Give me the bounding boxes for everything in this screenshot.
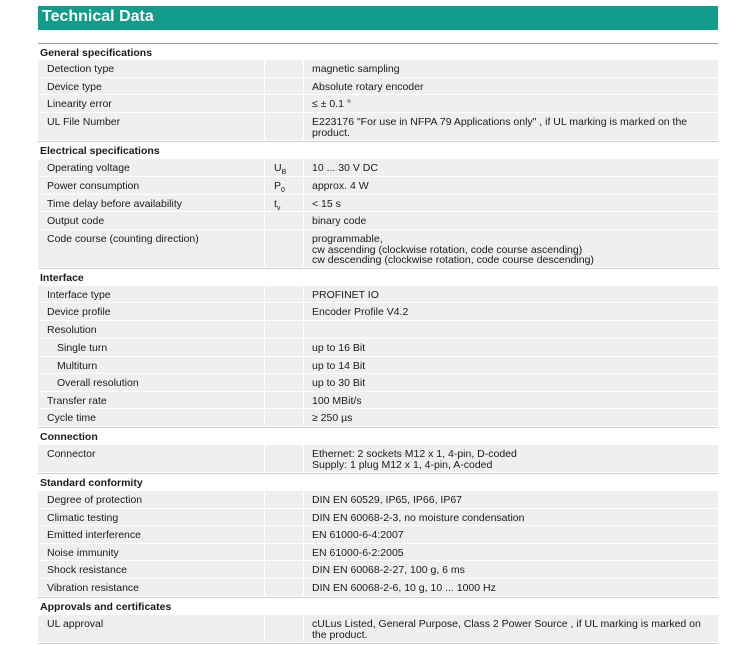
table-row xyxy=(38,357,718,374)
spec-symbol: $P_0$ xyxy=(274,180,285,195)
spec-label: Vibration resistance xyxy=(47,582,140,594)
spec-label: Connector xyxy=(47,448,96,460)
spec-label: Degree of protection xyxy=(47,494,143,506)
spec-label: Overall resolution xyxy=(57,377,139,389)
spec-value: EN 61000-6-4:2007 xyxy=(312,529,404,541)
spec-label: Cycle time xyxy=(47,412,97,424)
table-row xyxy=(38,579,718,597)
page-title: Technical Data xyxy=(42,8,154,25)
spec-label: Device profile xyxy=(47,306,111,318)
spec-value: approx. 4 W xyxy=(312,180,369,192)
spec-value: E223176 "For use in NFPA 79 Applications only" , if UL marking is marked on the product. xyxy=(312,116,688,139)
table-row xyxy=(38,561,718,579)
value-line: cw descending (clockwise rotation, code course descending) xyxy=(312,254,594,266)
spec-label: Time delay before availability xyxy=(47,198,183,210)
spec-label: Output code xyxy=(47,215,105,227)
spec-value: Encoder Profile V4.2 xyxy=(312,306,409,318)
spec-value: Absolute rotary encoder xyxy=(312,81,424,93)
table-row xyxy=(38,159,718,177)
spec-symbol: $U_B$ xyxy=(274,162,287,177)
table-row xyxy=(38,526,718,544)
spec-value xyxy=(312,234,706,266)
spec-value: cULus Listed, General Purpose, Class 2 Power Source , if UL marking is marked on the product. xyxy=(312,618,701,641)
section-heading xyxy=(38,427,718,445)
spec-value: up to 30 Bit xyxy=(312,377,366,389)
table-row xyxy=(38,95,718,113)
spec-label: Detection type xyxy=(47,63,115,75)
section-heading xyxy=(38,597,718,615)
spec-label: Emitted interference xyxy=(47,529,141,541)
value-line: Ethernet: 2 sockets M12 x 1, 4-pin, D-coded xyxy=(312,448,517,460)
spec-label: Multiturn xyxy=(57,360,98,372)
table-row xyxy=(38,177,718,195)
table-row xyxy=(38,615,718,643)
spec-label: Climatic testing xyxy=(47,512,119,524)
spec-value: ≤ ± 0.1 ° xyxy=(312,98,352,110)
table-row xyxy=(38,195,718,212)
table-row xyxy=(38,409,718,427)
spec-symbol: $t_v$ xyxy=(274,198,281,213)
spec-label: Transfer rate xyxy=(47,395,107,407)
section-title: Approvals and certificates xyxy=(40,601,172,613)
section-heading xyxy=(38,43,718,60)
spec-value: 100 MBit/s xyxy=(312,395,362,407)
table-row xyxy=(38,212,718,230)
section-title: General specifications xyxy=(40,47,153,59)
table-row xyxy=(38,445,718,473)
section-title: Interface xyxy=(40,272,84,284)
spec-label: Interface type xyxy=(47,289,111,301)
spec-label: Noise immunity xyxy=(47,547,119,559)
value-line: Supply: 1 plug M12 x 1, 4-pin, A-coded xyxy=(312,458,493,471)
table-row xyxy=(38,321,718,339)
table-row xyxy=(38,60,718,78)
spec-value: binary code xyxy=(312,215,367,227)
spec-value: DIN EN 60529, IP65, IP66, IP67 xyxy=(312,494,463,506)
table-bottom-border xyxy=(38,643,718,644)
section-title: Standard conformity xyxy=(40,477,143,489)
spec-label: UL approval xyxy=(47,618,104,630)
spec-value: < 15 s xyxy=(312,198,341,210)
spec-value: magnetic sampling xyxy=(312,63,400,75)
section-heading xyxy=(38,268,718,286)
spec-label: Single turn xyxy=(57,342,108,354)
spec-value: DIN EN 60068-2-27, 100 g, 6 ms xyxy=(312,564,465,576)
value-line: programmable, xyxy=(312,233,383,245)
spec-label: UL File Number xyxy=(47,116,121,128)
spec-label: Power consumption xyxy=(47,180,140,192)
section-heading xyxy=(38,141,718,159)
table-row xyxy=(38,374,718,392)
table-row xyxy=(38,113,718,141)
spec-value: EN 61000-6-2:2005 xyxy=(312,547,404,559)
table-row xyxy=(38,339,718,357)
section-header-bar xyxy=(38,6,718,30)
section-title: Connection xyxy=(40,431,98,443)
spec-label: Operating voltage xyxy=(47,162,130,174)
spec-label: Resolution xyxy=(47,324,97,336)
table-row xyxy=(38,509,718,526)
spec-label: Device type xyxy=(47,81,102,93)
spec-label: Code course (counting direction) xyxy=(47,233,199,245)
spec-value xyxy=(312,449,706,470)
spec-value: DIN EN 60068-2-3, no moisture condensation xyxy=(312,512,525,524)
spec-value: DIN EN 60068-2-6, 10 g, 10 ... 1000 Hz xyxy=(312,582,496,594)
section-title: Electrical specifications xyxy=(40,145,160,157)
spec-label: Shock resistance xyxy=(47,564,127,576)
spec-value: 10 ... 30 V DC xyxy=(312,162,378,174)
table-row xyxy=(38,491,718,509)
spec-value: up to 16 Bit xyxy=(312,342,366,354)
table-row xyxy=(38,286,718,303)
table-row xyxy=(38,303,718,321)
value-line: cw ascending (clockwise rotation, code course ascending) xyxy=(312,243,583,256)
spec-value: PROFINET IO xyxy=(312,289,379,301)
table-row xyxy=(38,392,718,409)
spec-value: ≥ 250 µs xyxy=(312,412,353,424)
table-row xyxy=(38,544,718,561)
spec-value: up to 14 Bit xyxy=(312,360,366,372)
section-heading xyxy=(38,473,718,491)
table-row xyxy=(38,78,718,95)
table-row xyxy=(38,230,718,268)
spec-label: Linearity error xyxy=(47,98,112,110)
